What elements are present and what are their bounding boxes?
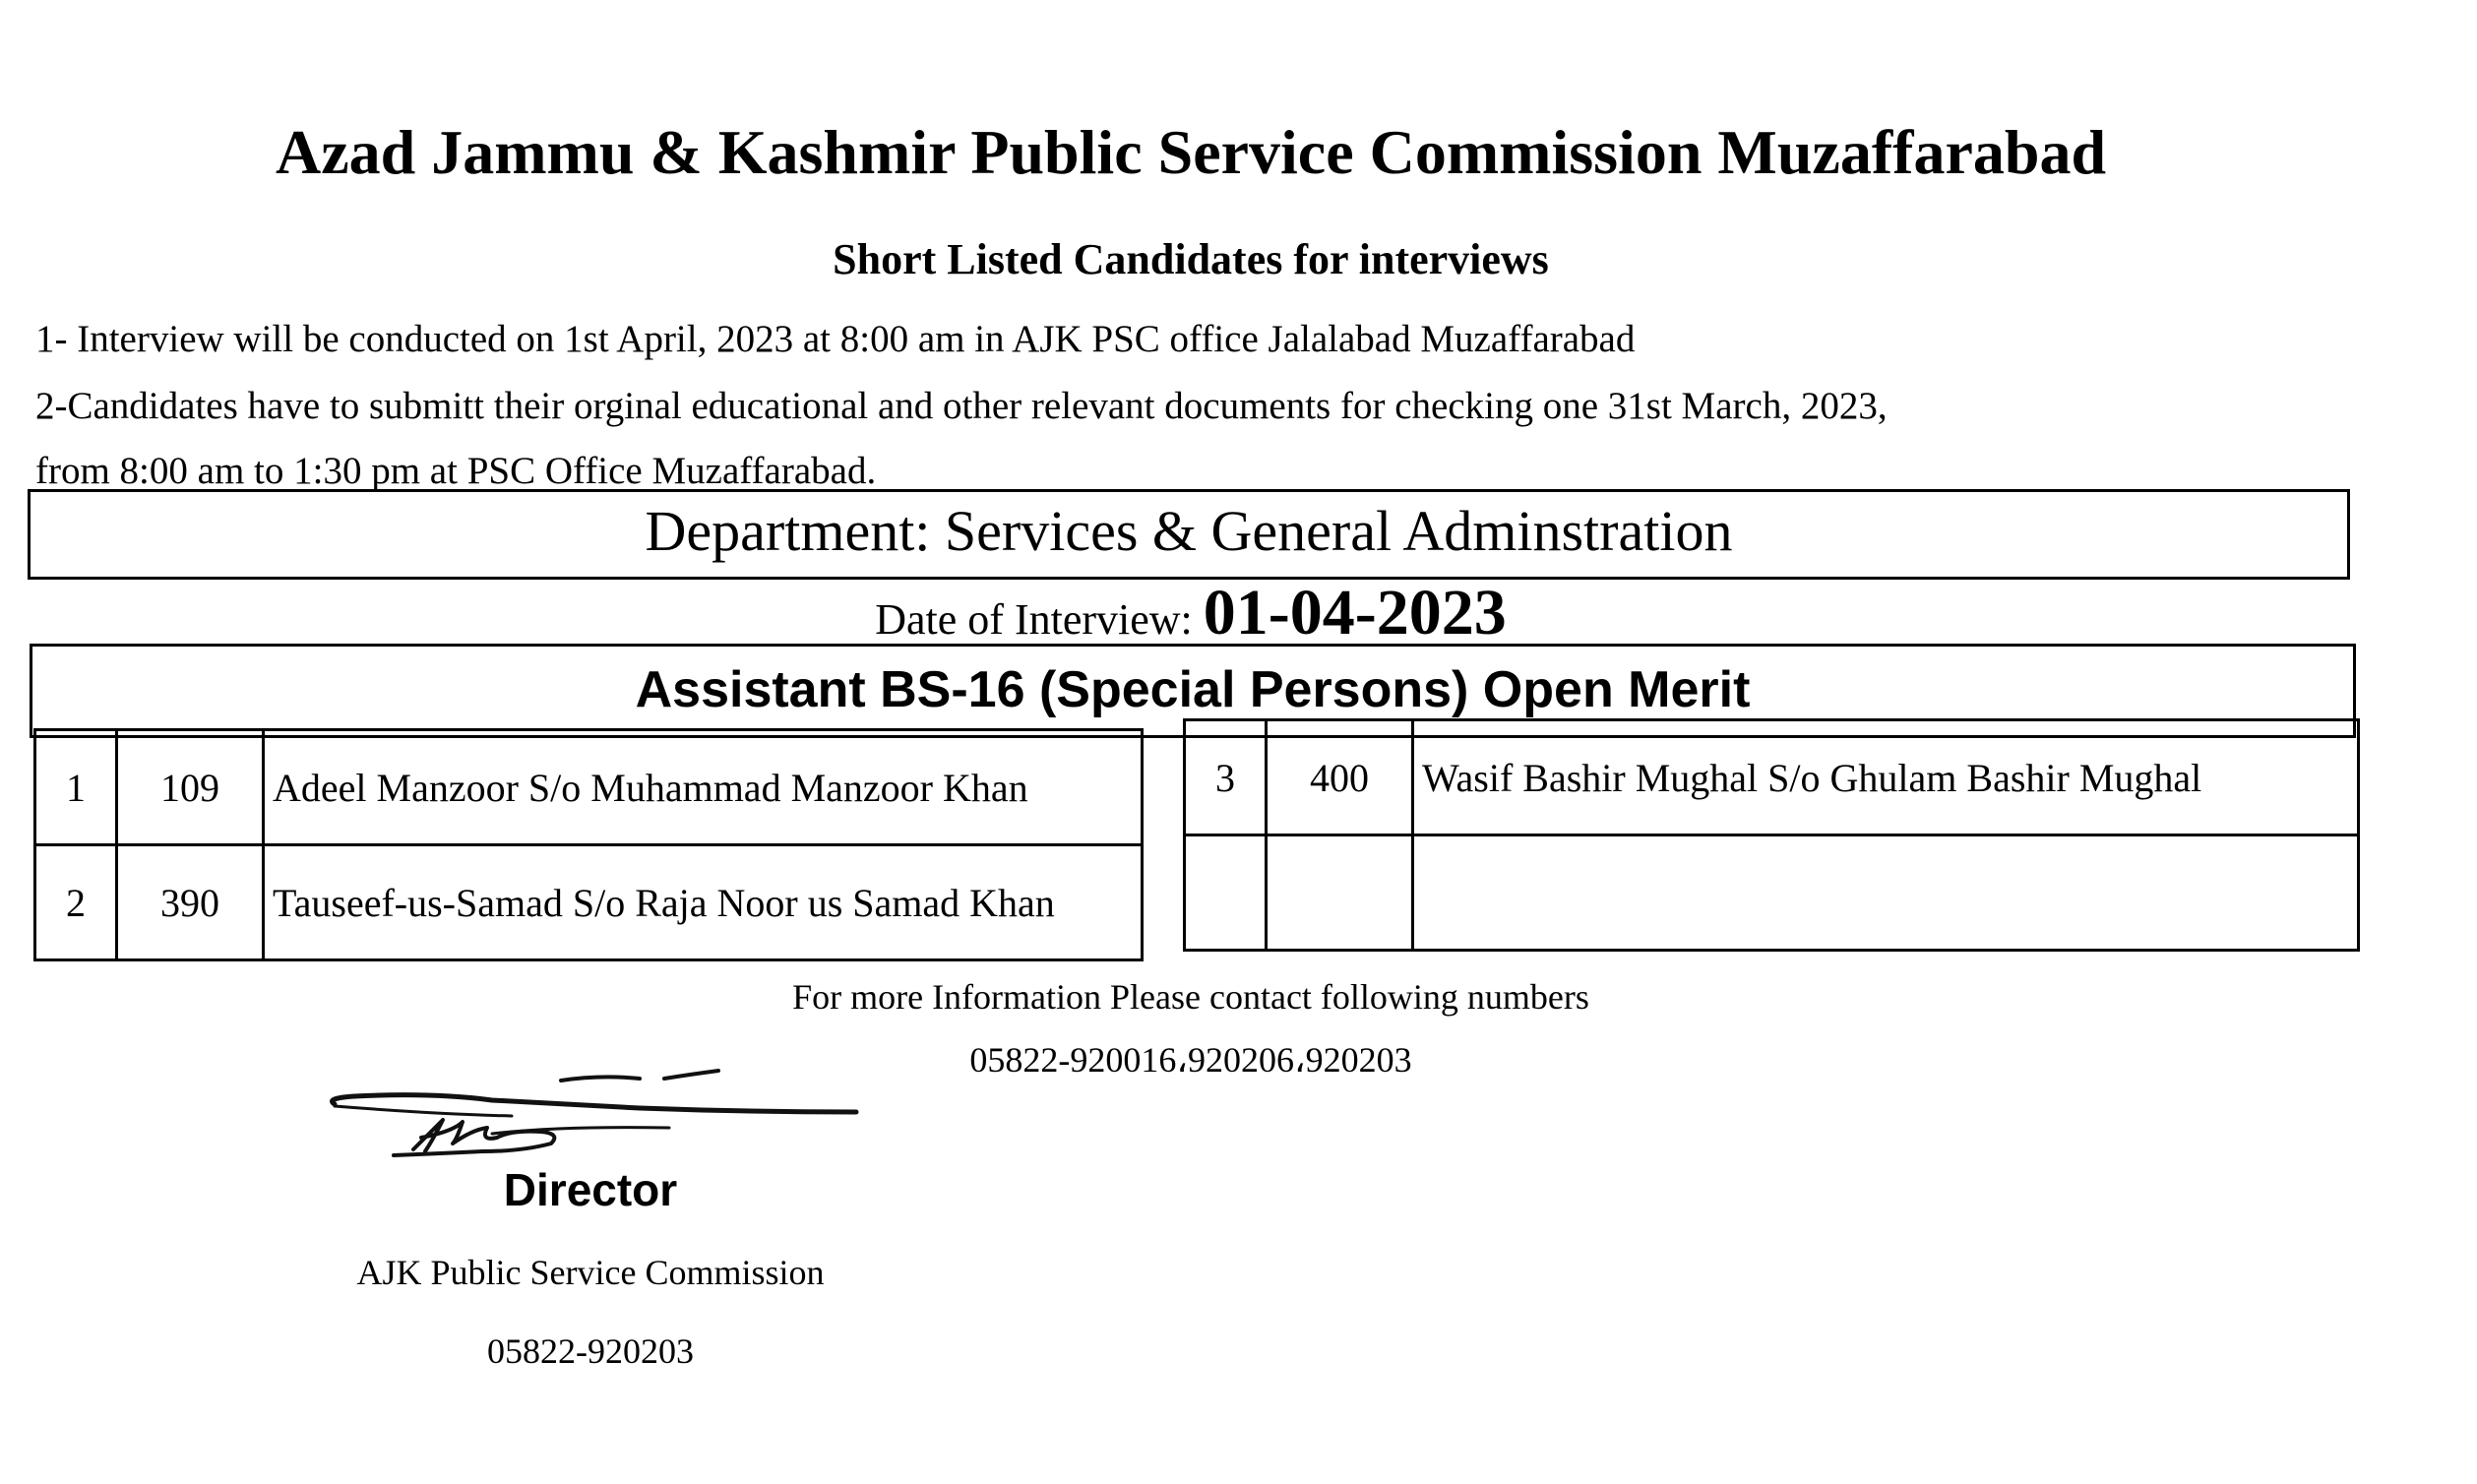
table-row [1185, 835, 2359, 951]
table-row [35, 845, 1143, 960]
instruction-1: 1- Interview will be conducted on 1st April, 2023 at 8:00 am in AJK PSC office Jalalabad Muzaffarabad [35, 318, 1636, 360]
interview-date [0, 576, 2382, 650]
table-row [1185, 720, 2359, 835]
roll-number-cell: 390 [117, 845, 264, 960]
signatory-title: Director [503, 1164, 678, 1215]
page-title: Azad Jammu & Kashmir Public Service Commission Muzaffarabad [275, 117, 2107, 187]
page-subtitle: Short Listed Candidates for interviews [833, 235, 1549, 283]
roll-number-cell: 400 [1267, 720, 1413, 835]
roll-number-cell [1267, 835, 1413, 951]
candidate-name-cell: Tauseef-us-Samad S/o Raja Noor us Samad Khan [264, 845, 1143, 960]
instruction-2: 2-Candidates have to submitt their orginal educational and other relevant documents for checking one 31st March, 2023, [35, 385, 1888, 427]
instruction-3: from 8:00 am to 1:30 pm at PSC Office Muzaffarabad. [35, 450, 877, 492]
table-row [35, 730, 1143, 845]
serial-number-cell: 1 [35, 730, 117, 845]
contact-info-text: For more Information Please contact following numbers [792, 977, 1589, 1017]
post-heading: Assistant BS-16 (Special Persons) Open Merit [30, 644, 2356, 738]
serial-number-cell: 3 [1185, 720, 1267, 835]
serial-number-cell [1185, 835, 1267, 951]
interview-date-value: 01-04-2023 [1203, 577, 1507, 649]
contact-numbers: 05822-920016،920206،920203 [969, 1040, 1412, 1080]
interview-date-label: Date of Interview: [875, 595, 1204, 644]
signatory-phone: 05822-920203 [487, 1331, 694, 1371]
serial-number-cell: 2 [35, 845, 117, 960]
roll-number-cell: 109 [117, 730, 264, 845]
candidate-name-cell: Adeel Manzoor S/o Muhammad Manzoor Khan [264, 730, 1143, 845]
candidate-table-right [1183, 718, 2360, 952]
candidate-name-cell [1413, 835, 2359, 951]
candidate-table-left [33, 728, 1144, 961]
signatory-organization: AJK Public Service Commission [356, 1253, 825, 1292]
candidate-name-cell: Wasif Bashir Mughal S/o Ghulam Bashir Mughal [1413, 720, 2359, 835]
director-signature [315, 1061, 866, 1169]
department-heading: Department: Services & General Adminstration [28, 489, 2350, 580]
